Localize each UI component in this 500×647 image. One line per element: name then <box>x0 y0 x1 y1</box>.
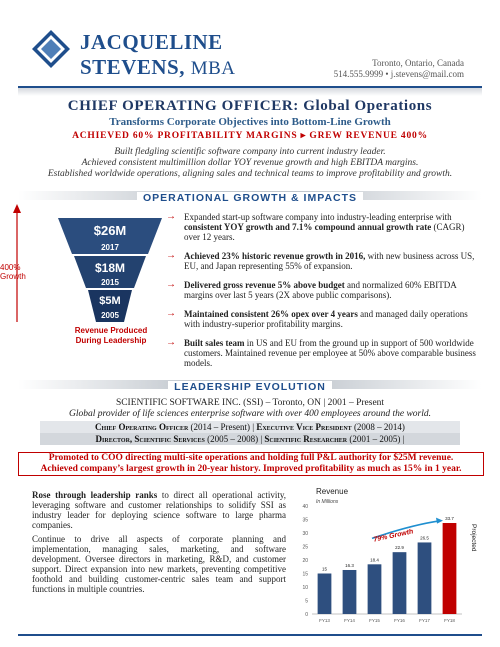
paragraph-operations: Continue to drive all aspects of corporate planning and implementation, managing sales, marketing, and software development. Oversee directors in marketing, R&D, and customer support. Direct expansion into new markets, preventing competitive foothold and building customer-centric sales team and support functions in multiple countries. <box>32 534 286 594</box>
list-item: → Built sales team in US and EU from the ground up in support of 500 worldwide customers. Maintained revenue per employee at 50% above comparable business models. <box>166 337 476 368</box>
x-tick-label: FY16 <box>394 618 405 623</box>
bar <box>318 574 332 615</box>
funnel-value-3: $5M <box>99 295 121 307</box>
data-label: 22.9 <box>395 545 404 551</box>
section-operational: OPERATIONAL GROWTH & IMPACTS <box>0 188 500 203</box>
bar <box>393 552 407 614</box>
growth-annotation: 79% Growth <box>372 528 414 544</box>
location: Toronto, Ontario, Canada <box>372 58 464 68</box>
arrow-right-icon: → <box>166 308 176 319</box>
arrow-right-icon: → <box>166 250 176 261</box>
y-tick-label: 25 <box>302 544 308 551</box>
header-shadow <box>18 88 482 96</box>
y-tick-label: 30 <box>302 531 308 537</box>
growth-arrow-head-icon <box>436 518 443 524</box>
y-tick-label: 15 <box>302 571 308 578</box>
revenue-chart <box>292 484 482 628</box>
bar <box>368 564 382 614</box>
promotion-box: Promoted to COO directing multi-site operations and holding full P&L authority for $25M revenue. Achieved company’s largest growth in 20-year history. Improved profitability as much as 15% in 1 year. <box>18 452 484 476</box>
funnel-caption: Revenue Produced During Leadership <box>74 326 148 345</box>
achievement-line: ACHIEVED 60% PROFITABILITY MARGINS ▸ GREW REVENUE 400% <box>72 131 428 141</box>
data-label: 15 <box>321 566 328 572</box>
growth-label: 400% Growth <box>0 263 26 281</box>
intro-summary: Built fledgling scientific software company into current industry leader. Achieved consistent multimillion dollar YOY revenue growth and high EBITDA margins. Established worldwide operations, aligning sales and technical teams to improve profitability and growth. <box>47 147 453 179</box>
x-tick-label: FY13 <box>319 618 330 623</box>
headline-subtitle: Transforms Corporate Objectives into Bottom-Line Growth <box>109 116 391 128</box>
y-tick-label: 5 <box>305 598 308 605</box>
list-item: → Expanded start-up software company into industry-leading enterprise with consistent YOY growth and 7.1% compound annual growth rate (CAGR) over 12 years. <box>166 211 465 242</box>
footer-rule <box>18 634 482 636</box>
impact-bullets <box>166 212 478 377</box>
x-tick-label: FY17 <box>419 618 430 623</box>
funnel-year-1: 2017 <box>101 243 119 252</box>
x-tick-label: FY14 <box>344 618 355 623</box>
x-tick-label: FY15 <box>369 618 380 623</box>
name-last: STEVENS, MBA <box>80 55 236 79</box>
arrow-right-icon: → <box>166 279 176 290</box>
name-first: JACQUELINE <box>80 30 223 54</box>
roles-row-1: Chief Operating Officer (2014 – Present) | Executive Vice President (2008 – 2014) <box>40 421 460 433</box>
bar <box>443 523 457 614</box>
list-item: → Achieved 23% historic revenue growth in 2016, with new business across US, EU, and Japan representing 55% of expansion. <box>166 250 475 271</box>
monogram-logo-icon <box>30 28 72 70</box>
data-label: 33.7 <box>445 516 454 522</box>
y-tick-label: 10 <box>302 585 308 591</box>
list-item: → Maintained consistent 26% opex over 4 years and managed daily operations with industry-superior profitability margins. <box>166 308 468 329</box>
arrow-right-icon: → <box>166 211 176 222</box>
funnel-year-2: 2015 <box>101 278 119 287</box>
x-tick-label: FY18 <box>444 618 455 623</box>
paragraph-leadership: Rose through leadership ranks to direct all operational activity, leveraging software and customer relationships to solidify SSI as industry leader for deploying science software to large pharma companies. <box>32 490 286 530</box>
y-tick-label: 0 <box>305 612 308 618</box>
headline-title: CHIEF OPERATING OFFICER: Global Operations <box>67 98 433 114</box>
projected-label: Projected <box>470 524 477 552</box>
bar <box>343 570 357 614</box>
phone-email[interactable]: 514.555.9999 • j.stevens@mail.com <box>333 69 464 79</box>
y-tick-label: 40 <box>302 504 308 510</box>
credential: MBA <box>190 58 236 79</box>
roles-row-2: Director, Scientific Services (2005 – 2008) | Scientific Researcher (2001 – 2005) | <box>40 433 460 445</box>
company-description: Global provider of life sciences enterprise software with over 400 employees around the world. <box>68 409 431 419</box>
funnel-value-1: $26M <box>93 223 127 238</box>
bar <box>418 542 432 614</box>
data-label: 16.3 <box>345 562 354 568</box>
chart-title: Revenue <box>316 487 349 496</box>
y-tick-label: 20 <box>302 558 308 564</box>
list-item: → Delivered gross revenue 5% above budget and normalized 60% EBITDA margins over last 5 years (2X above public comparisons). <box>166 279 457 300</box>
section-leadership: LEADERSHIP EVOLUTION <box>0 377 500 392</box>
funnel-value-2: $18M <box>94 261 126 275</box>
funnel-year-3: 2005 <box>101 311 119 320</box>
contact-info <box>334 58 464 80</box>
chart-subtitle: In Millions <box>316 499 339 505</box>
y-tick-label: 35 <box>302 517 308 524</box>
data-label: 26.5 <box>420 535 429 541</box>
data-label: 18.4 <box>370 557 379 563</box>
company-line: SCIENTIFIC SOFTWARE INC. (SSI) – Toronto, ON | 2001 – Present <box>115 398 385 408</box>
arrow-right-icon: → <box>166 337 176 348</box>
